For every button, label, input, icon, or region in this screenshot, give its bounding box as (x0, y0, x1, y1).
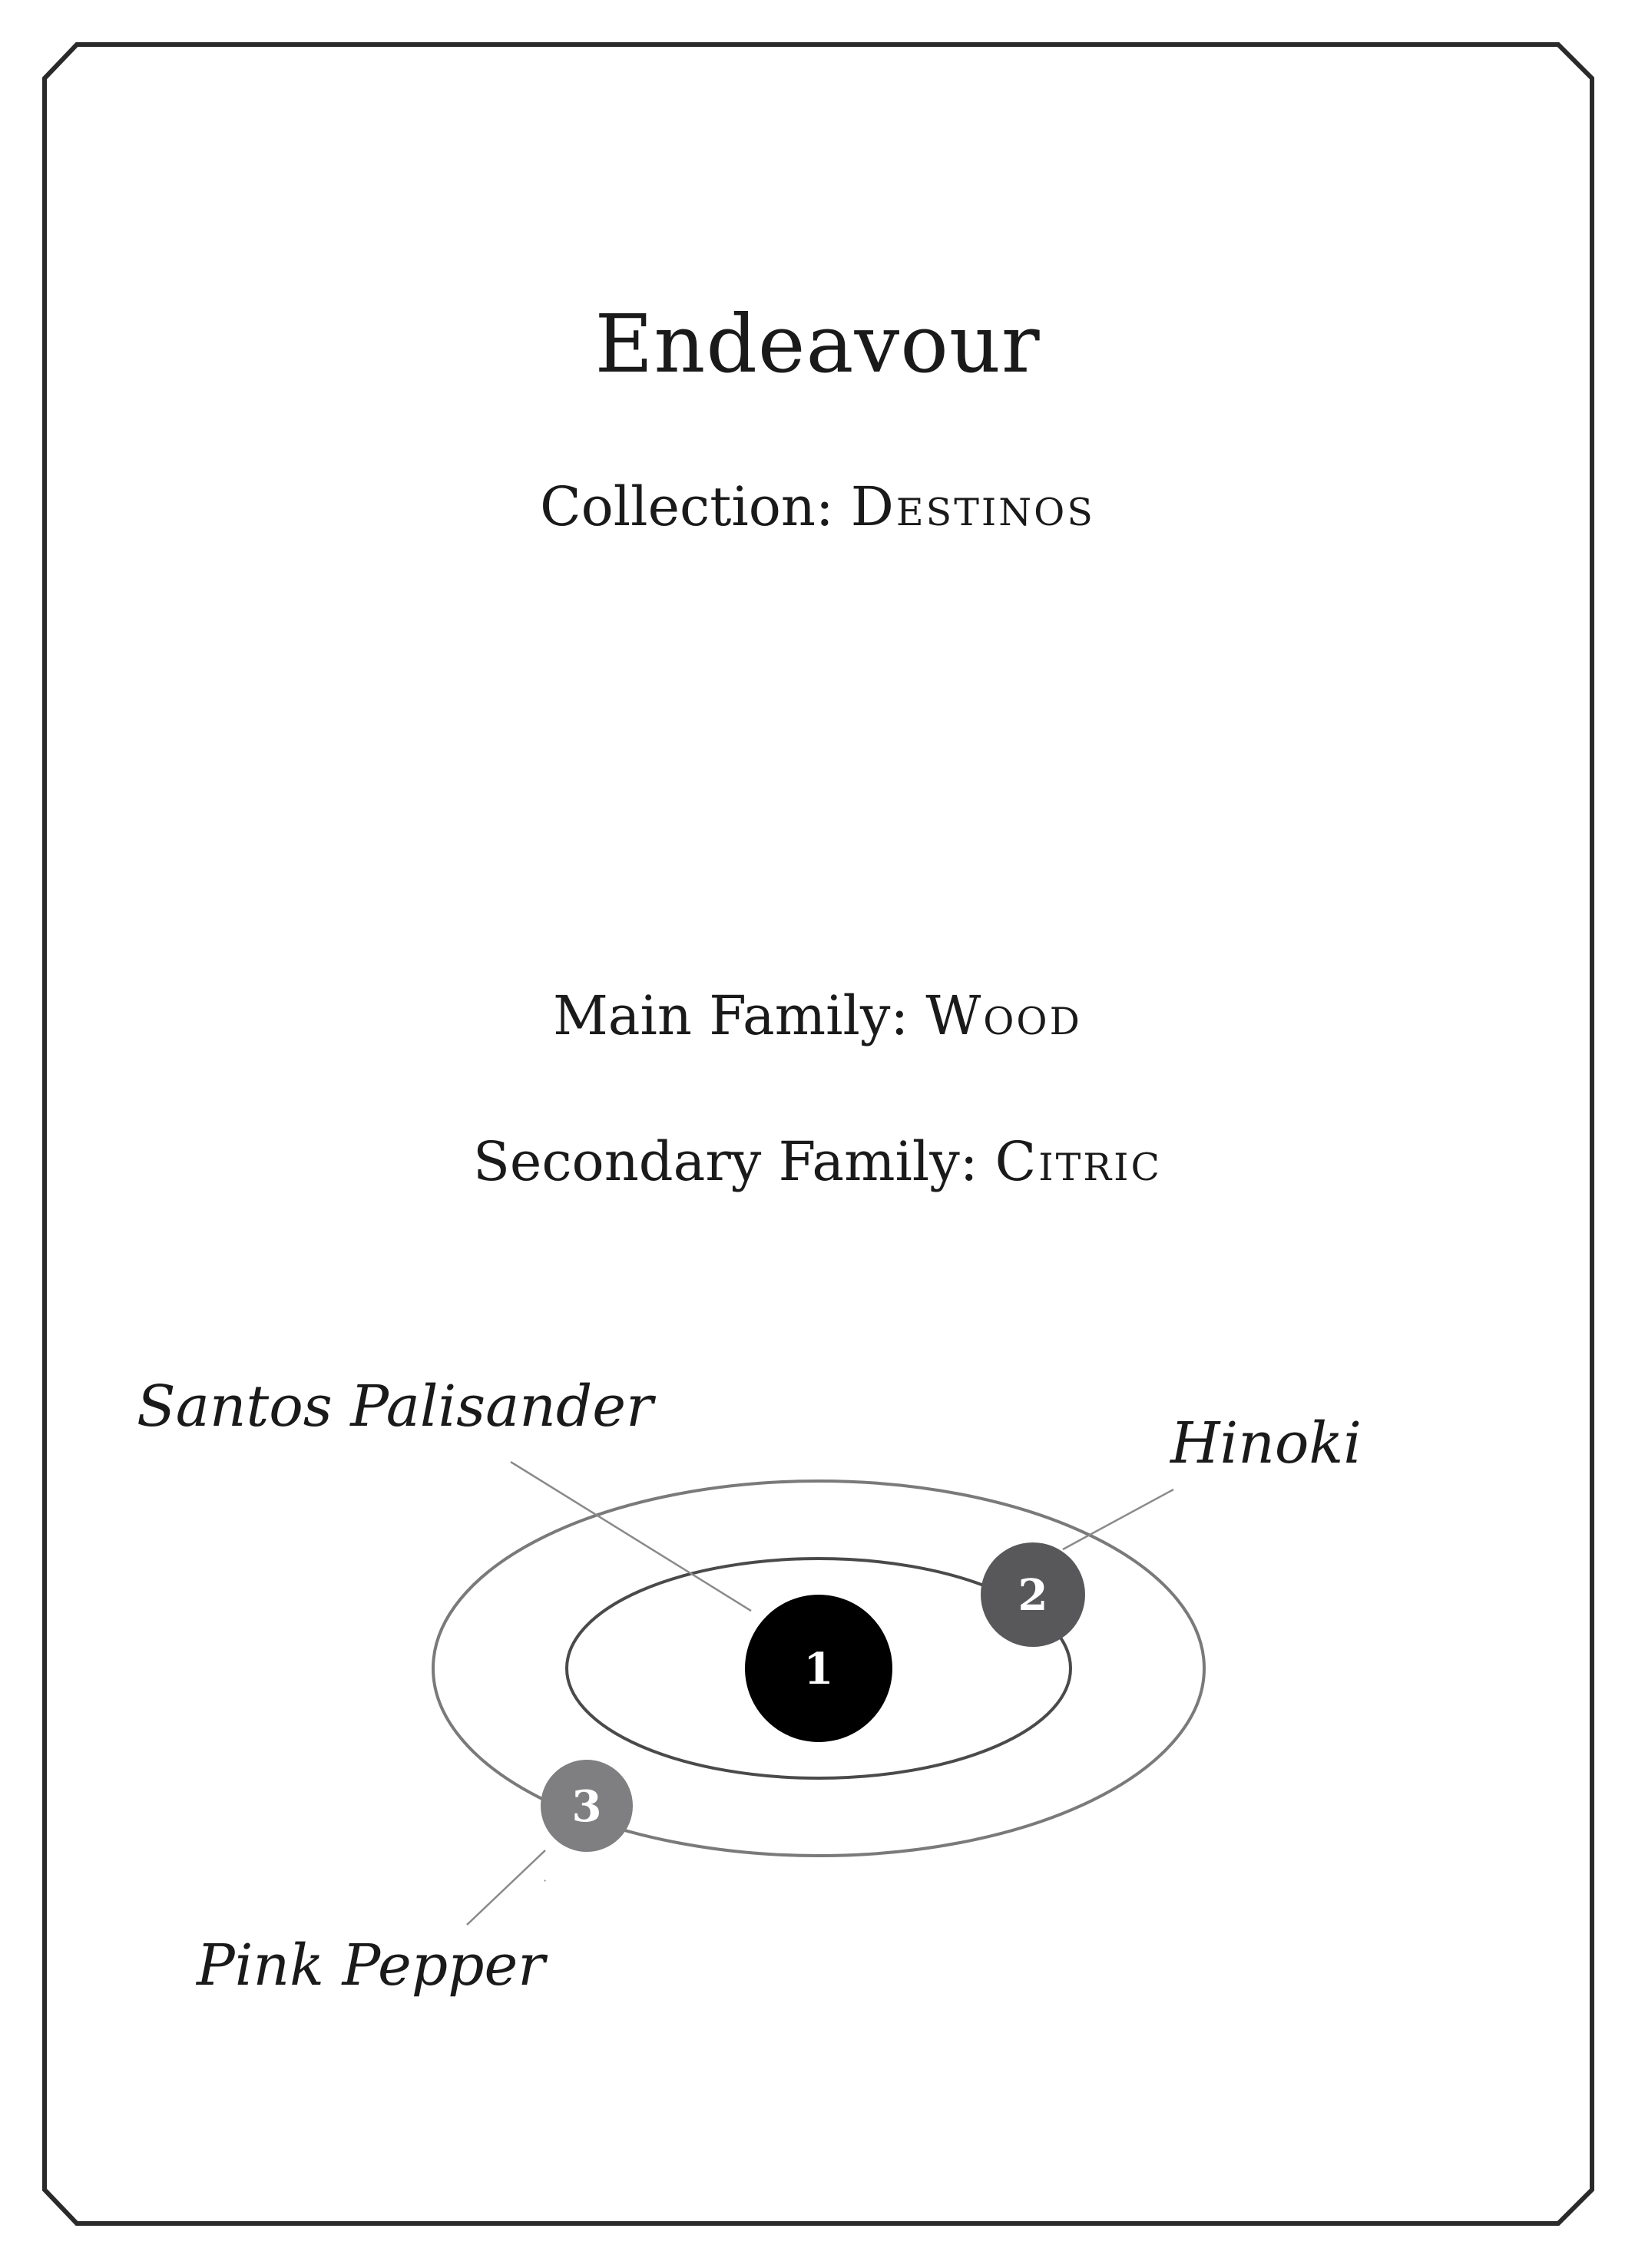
note-2-label: Hinoki (1170, 1410, 1362, 1476)
note-1-marker (745, 1595, 892, 1742)
note-1-label: Santos Palisander (137, 1374, 654, 1440)
secondary-family-value: Citric (995, 1130, 1163, 1193)
main-family-value: Wood (925, 984, 1082, 1047)
note-1-number: 1 (803, 1644, 834, 1694)
note-3-label: Pink Pepper (197, 1932, 545, 1999)
leader-line-3b (467, 1850, 545, 1925)
perfume-title: Endeavour (594, 297, 1041, 391)
note-3-number: 3 (571, 1781, 602, 1832)
note-3-marker (541, 1760, 633, 1852)
note-2-number: 2 (1018, 1570, 1048, 1621)
collection-value: Destinos (850, 475, 1095, 538)
secondary-family-label: Secondary Family: (472, 1130, 995, 1193)
leader-line-3 (544, 1880, 545, 1881)
leader-line-2 (1063, 1489, 1173, 1549)
note-2-marker (981, 1542, 1085, 1647)
collection-label: Collection: (540, 475, 851, 538)
main-family-label: Main Family: (553, 984, 926, 1047)
